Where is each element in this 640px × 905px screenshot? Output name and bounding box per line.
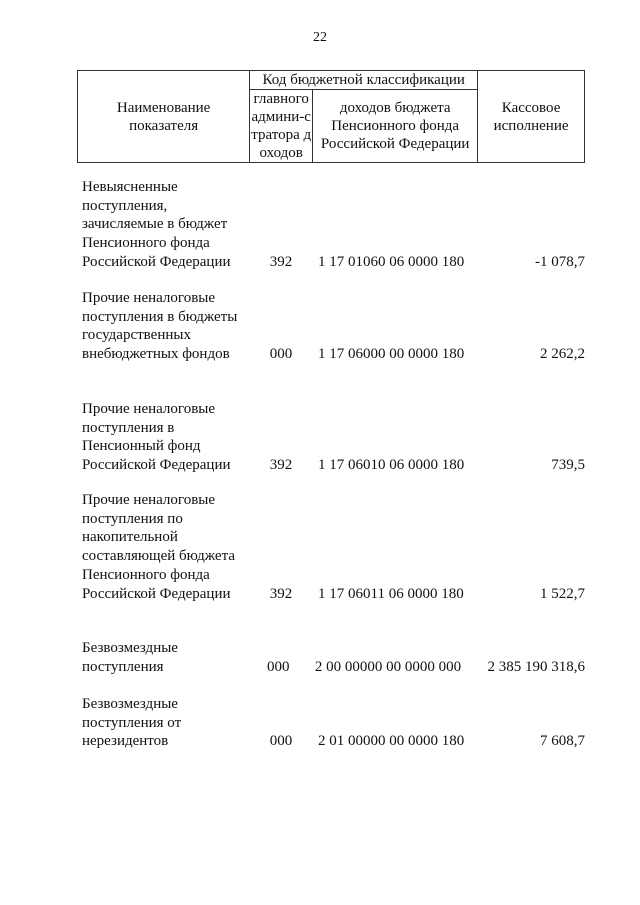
row-amount: 739,5 bbox=[551, 457, 585, 474]
row-admin: 000 bbox=[269, 346, 293, 363]
row-amount: 2 385 190 318,6 bbox=[487, 658, 585, 675]
header-admin: главного админи-стратора доходов bbox=[251, 91, 312, 161]
row-amount: 7 608,7 bbox=[540, 733, 585, 750]
table-row bbox=[82, 695, 585, 751]
row-name: Безвозмездные поступления от нерезидентов bbox=[82, 696, 182, 750]
row-code: 2 01 00000 00 0000 180 bbox=[318, 733, 465, 750]
row-code: 2 00 00000 00 0000 000 bbox=[314, 658, 462, 675]
row-amount: -1 078,7 bbox=[535, 253, 585, 270]
header-name: Наименование показателя bbox=[78, 71, 250, 163]
row-amount: 1 522,7 bbox=[540, 585, 585, 602]
row-code: 1 17 06011 06 0000 180 bbox=[318, 585, 464, 602]
header-amount: Кассовое исполнение bbox=[478, 71, 585, 163]
row-name: Прочие неналоговые поступления по накопительной составляющей бюджета Пенсионного фонда Российской Федерации bbox=[82, 492, 235, 602]
row-code: 1 17 01060 06 0000 180 bbox=[318, 253, 465, 270]
row-admin: 000 bbox=[269, 733, 293, 750]
row-code: 1 17 06010 06 0000 180 bbox=[318, 457, 465, 474]
row-admin: 392 bbox=[269, 253, 293, 270]
table-header bbox=[77, 70, 585, 163]
page-number: 22 bbox=[313, 30, 327, 45]
row-amount: 2 262,2 bbox=[540, 346, 585, 363]
table-row bbox=[82, 639, 585, 676]
table-row bbox=[82, 400, 585, 475]
row-admin: 000 bbox=[267, 658, 290, 675]
table-row bbox=[82, 289, 585, 364]
row-name: Невыясненные поступления, зачисляемые в бюджет Пенсионного фонда Российской Федерации bbox=[82, 179, 231, 270]
table-row bbox=[82, 178, 585, 272]
table-row bbox=[82, 491, 585, 603]
header-code-group: Код бюджетной классификации bbox=[250, 71, 478, 90]
row-name: Прочие неналоговые поступления в Пенсионный фонд Российской Федерации bbox=[82, 401, 231, 474]
row-name: Безвозмездные поступления bbox=[82, 640, 178, 675]
row-code: 1 17 06000 00 0000 180 bbox=[318, 346, 465, 363]
row-admin: 392 bbox=[269, 585, 293, 602]
row-admin: 392 bbox=[269, 457, 293, 474]
row-name: Прочие неналоговые поступления в бюджеты государственных внебюджетных фондов bbox=[82, 290, 238, 363]
header-income-code: доходов бюджета Пенсионного фонда Российской Федерации bbox=[313, 90, 478, 163]
